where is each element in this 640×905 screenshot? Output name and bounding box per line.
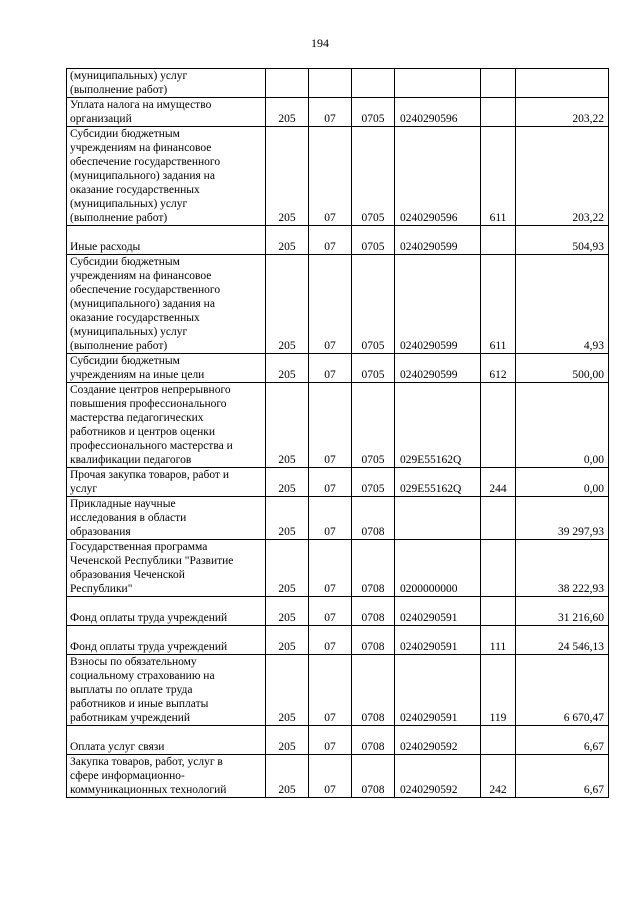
expense-type-cell	[481, 383, 516, 468]
page-number: 194	[311, 36, 329, 50]
admin-code-cell: 205	[266, 98, 309, 127]
table-row	[67, 69, 609, 98]
expense-type-cell: 611	[481, 127, 516, 226]
amount-cell	[516, 69, 609, 98]
admin-code-cell: 205	[266, 226, 309, 255]
target-article-cell: 029E55162Q	[395, 468, 481, 497]
amount-cell: 203,22	[516, 98, 609, 127]
row-name-cell: Фонд оплаты труда учреждений	[67, 626, 266, 655]
table-row	[67, 383, 609, 468]
target-article-cell: 0240290591	[395, 655, 481, 726]
target-article-cell: 029E55162Q	[395, 383, 481, 468]
section-code-cell: 07	[309, 354, 352, 383]
admin-code-cell: 205	[266, 383, 309, 468]
subsection-code-cell: 0708	[352, 497, 395, 540]
subsection-code-cell: 0708	[352, 540, 395, 597]
target-article-cell: 0240290591	[395, 626, 481, 655]
section-code-cell: 07	[309, 383, 352, 468]
section-code-cell: 07	[309, 127, 352, 226]
section-code-cell: 07	[309, 255, 352, 354]
row-name-cell: Фонд оплаты труда учреждений	[67, 597, 266, 626]
row-name-cell: Взносы по обязательному социальному страхованию на выплаты по оплате труда работников и иные выплаты работникам учреждений	[67, 655, 266, 726]
table-row	[67, 655, 609, 726]
table-row	[67, 255, 609, 354]
target-article-cell: 0200000000	[395, 540, 481, 597]
row-name-cell: Прочая закупка товаров, работ и услуг	[67, 468, 266, 497]
subsection-code-cell: 0708	[352, 655, 395, 726]
subsection-code-cell: 0705	[352, 354, 395, 383]
target-article-cell: 0240290599	[395, 226, 481, 255]
target-article-cell: 0240290592	[395, 755, 481, 798]
subsection-code-cell: 0705	[352, 468, 395, 497]
admin-code-cell: 205	[266, 726, 309, 755]
expense-type-cell	[481, 540, 516, 597]
target-article-cell: 0240290599	[395, 255, 481, 354]
target-article-cell: 0240290599	[395, 354, 481, 383]
amount-cell: 38 222,93	[516, 540, 609, 597]
expense-type-cell: 242	[481, 755, 516, 798]
amount-cell: 4,93	[516, 255, 609, 354]
section-code-cell: 07	[309, 226, 352, 255]
section-code-cell: 07	[309, 597, 352, 626]
expense-type-cell: 612	[481, 354, 516, 383]
target-article-cell: 0240290591	[395, 597, 481, 626]
admin-code-cell: 205	[266, 468, 309, 497]
admin-code-cell: 205	[266, 127, 309, 226]
table-row	[67, 468, 609, 497]
expense-type-cell: 244	[481, 468, 516, 497]
expense-type-cell	[481, 98, 516, 127]
subsection-code-cell: 0708	[352, 726, 395, 755]
section-code-cell: 07	[309, 497, 352, 540]
table-row	[67, 726, 609, 755]
subsection-code-cell: 0705	[352, 127, 395, 226]
table-row	[67, 98, 609, 127]
subsection-code-cell: 0708	[352, 597, 395, 626]
amount-cell: 24 546,13	[516, 626, 609, 655]
table-row	[67, 127, 609, 226]
subsection-code-cell: 0705	[352, 255, 395, 354]
admin-code-cell: 205	[266, 255, 309, 354]
expense-type-cell: 119	[481, 655, 516, 726]
table-row	[67, 354, 609, 383]
admin-code-cell: 205	[266, 354, 309, 383]
amount-cell: 6,67	[516, 726, 609, 755]
row-name-cell: Государственная программа Чеченской Республики "Развитие образования Чеченской Республики"	[67, 540, 266, 597]
admin-code-cell: 205	[266, 655, 309, 726]
subsection-code-cell: 0708	[352, 626, 395, 655]
amount-cell: 6 670,47	[516, 655, 609, 726]
admin-code-cell: 205	[266, 497, 309, 540]
subsection-code-cell	[352, 69, 395, 98]
amount-cell: 39 297,93	[516, 497, 609, 540]
row-name-cell: Прикладные научные исследования в области образования	[67, 497, 266, 540]
expense-type-cell	[481, 726, 516, 755]
table-row	[67, 597, 609, 626]
row-name-cell: Субсидии бюджетным учреждениям на финансовое обеспечение государственного (муниципального) задания на оказание государственных (муниципальных) услуг (выполнение работ)	[67, 255, 266, 354]
budget-table	[66, 68, 609, 798]
expense-type-cell	[481, 597, 516, 626]
target-article-cell: 0240290596	[395, 98, 481, 127]
target-article-cell	[395, 497, 481, 540]
table-row	[67, 626, 609, 655]
row-name-cell: Создание центров непрерывного повышения профессионального мастерства педагогических работников и центров оценки профессионального мастерства и квалификации педагогов	[67, 383, 266, 468]
subsection-code-cell: 0708	[352, 755, 395, 798]
section-code-cell: 07	[309, 540, 352, 597]
admin-code-cell: 205	[266, 755, 309, 798]
table-row	[67, 540, 609, 597]
section-code-cell: 07	[309, 726, 352, 755]
row-name-cell: Иные расходы	[67, 226, 266, 255]
amount-cell: 504,93	[516, 226, 609, 255]
target-article-cell: 0240290596	[395, 127, 481, 226]
section-code-cell: 07	[309, 655, 352, 726]
amount-cell: 31 216,60	[516, 597, 609, 626]
row-name-cell: Закупка товаров, работ, услуг в сфере информационно- коммуникационных технологий	[67, 755, 266, 798]
table-row	[67, 497, 609, 540]
section-code-cell: 07	[309, 98, 352, 127]
target-article-cell: 0240290592	[395, 726, 481, 755]
admin-code-cell: 205	[266, 626, 309, 655]
amount-cell: 0,00	[516, 383, 609, 468]
subsection-code-cell: 0705	[352, 98, 395, 127]
row-name-cell: (муниципальных) услуг (выполнение работ)	[67, 69, 266, 98]
expense-type-cell: 111	[481, 626, 516, 655]
table-row	[67, 755, 609, 798]
subsection-code-cell: 0705	[352, 226, 395, 255]
section-code-cell: 07	[309, 626, 352, 655]
expense-type-cell	[481, 497, 516, 540]
admin-code-cell: 205	[266, 597, 309, 626]
row-name-cell: Оплата услуг связи	[67, 726, 266, 755]
row-name-cell: Субсидии бюджетным учреждениям на финансовое обеспечение государственного (муниципального) задания на оказание государственных (муниципальных) услуг (выполнение работ)	[67, 127, 266, 226]
subsection-code-cell: 0705	[352, 383, 395, 468]
expense-type-cell: 611	[481, 255, 516, 354]
admin-code-cell	[266, 69, 309, 98]
budget-table-body	[67, 69, 609, 798]
admin-code-cell: 205	[266, 540, 309, 597]
section-code-cell: 07	[309, 468, 352, 497]
expense-type-cell	[481, 226, 516, 255]
section-code-cell	[309, 69, 352, 98]
section-code-cell: 07	[309, 755, 352, 798]
table-row	[67, 226, 609, 255]
expense-type-cell	[481, 69, 516, 98]
amount-cell: 6,67	[516, 755, 609, 798]
amount-cell: 203,22	[516, 127, 609, 226]
target-article-cell	[395, 69, 481, 98]
row-name-cell: Уплата налога на имущество организаций	[67, 98, 266, 127]
row-name-cell: Субсидии бюджетным учреждениям на иные цели	[67, 354, 266, 383]
amount-cell: 500,00	[516, 354, 609, 383]
amount-cell: 0,00	[516, 468, 609, 497]
